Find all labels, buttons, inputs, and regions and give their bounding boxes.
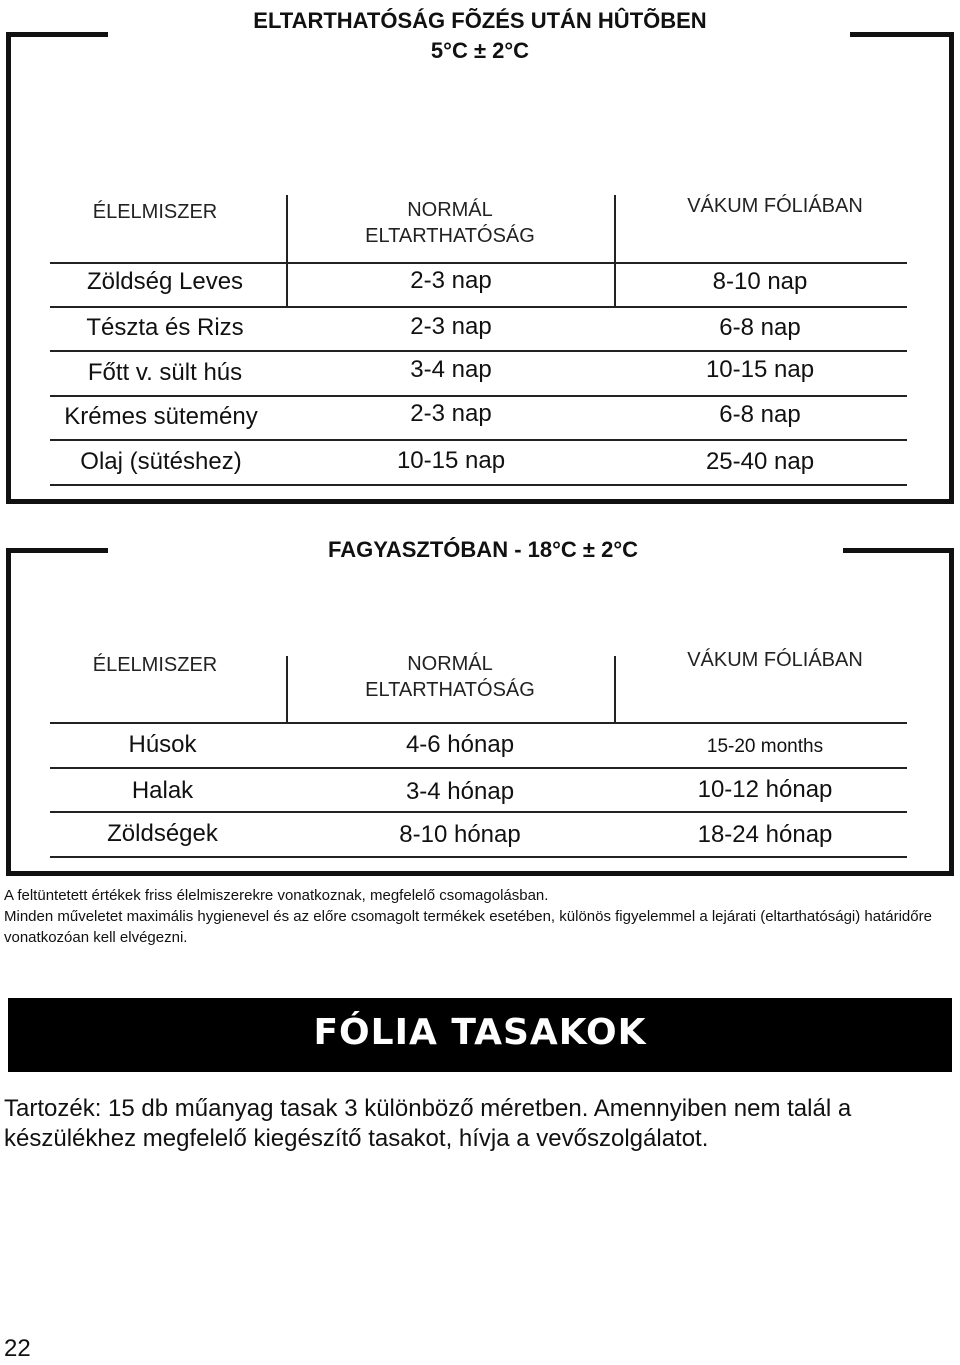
section1-title-line2: 5°C ± 2°C [430,38,530,63]
header-vacuum: VÁKUM FÓLIÁBAN [687,649,863,671]
row-divider [50,395,907,397]
table-cell-normal: 4-6 hónap [405,731,515,758]
table-cell-normal: 3-4 hónap [405,778,515,805]
header-normal-line1: NORMÁL [407,199,493,221]
table-cell-vacuum: 8-10 nap [712,268,808,295]
column-divider [286,195,288,262]
header-food: ÉLELMISZER [92,201,218,223]
header-normal-line2: ELTARTHATÓSÁG [365,679,535,701]
section1-title [0,8,960,64]
row-divider [50,484,907,486]
section2-title: FAGYASZTÓBAN - 18°C ± 2°C [327,537,639,562]
header-normal-line1: NORMÁL [407,653,493,675]
row-divider [50,350,907,352]
row-divider [50,262,907,264]
table-cell-normal: 3-4 nap [410,356,492,383]
table-cell-vacuum: 25-40 nap [705,448,815,475]
header-normal [300,197,600,249]
header-normal [300,651,600,703]
section-banner [8,998,952,1072]
table-cell-normal: 8-10 hónap [399,821,521,848]
row-divider [50,856,907,858]
note-line2: Minden műveletet maximális hygienevel és az előre csomagolt termékek esetében, különös figyelemmel a lejárati (eltarthatósági) határidőre vonatkozóan kell elvégezni. [4,908,932,946]
table-cell-vacuum: 18-24 hónap [697,821,833,848]
table-cell-vacuum: 6-8 nap [719,314,801,341]
accessory-paragraph: Tartozék: 15 db műanyag tasak 3 különböző méretben. Amennyiben nem talál a készülékhez megfelelő kiegészítő tasakot, hívja a vevőszolgálatot. [4,1095,852,1152]
table-cell-normal: 2-3 nap [410,400,492,427]
table-cell-food: Zöldség Leves [86,268,244,295]
header-vacuum: VÁKUM FÓLIÁBAN [687,195,863,217]
row-divider [50,722,907,724]
table-cell-vacuum: 15-20 months [706,736,824,757]
page-number: 22 [4,1335,31,1362]
table-cell-food: Zöldségek [107,820,218,847]
section1-title-line1: ELTARTHATÓSÁG FÕZÉS UTÁN HÛTÕBEN [253,8,707,33]
row-divider [50,767,907,769]
table-cell-normal: 2-3 nap [410,313,492,340]
row-divider [50,439,907,441]
table-cell-vacuum: 10-12 hónap [697,776,833,803]
notes [4,885,954,948]
table-cell-food: Tészta és Rizs [86,314,244,341]
table-cell-food: Halak [131,777,194,804]
note-line1: A feltüntetett értékek friss élelmiszerekre vonatkoznak, megfelelő csomagolásban. [4,887,549,904]
table-cell-food: Krémes sütemény [64,403,258,430]
table-cell-food: Húsok [128,731,197,758]
banner-title: FÓLIA TASAKOK [313,1012,647,1053]
table-cell-vacuum: 10-15 nap [705,356,815,383]
row-divider [50,811,907,813]
column-divider [286,656,288,722]
header-food: ÉLELMISZER [92,654,218,676]
row-divider [50,306,907,308]
table-cell-food: Főtt v. sült hús [87,359,243,386]
table-cell-normal: 10-15 nap [396,447,506,474]
table-cell-normal: 2-3 nap [410,267,492,294]
table-cell-food: Olaj (sütéshez) [80,448,242,475]
table-cell-vacuum: 6-8 nap [719,401,801,428]
column-divider [614,656,616,722]
header-normal-line2: ELTARTHATÓSÁG [365,225,535,247]
column-divider [614,195,616,262]
